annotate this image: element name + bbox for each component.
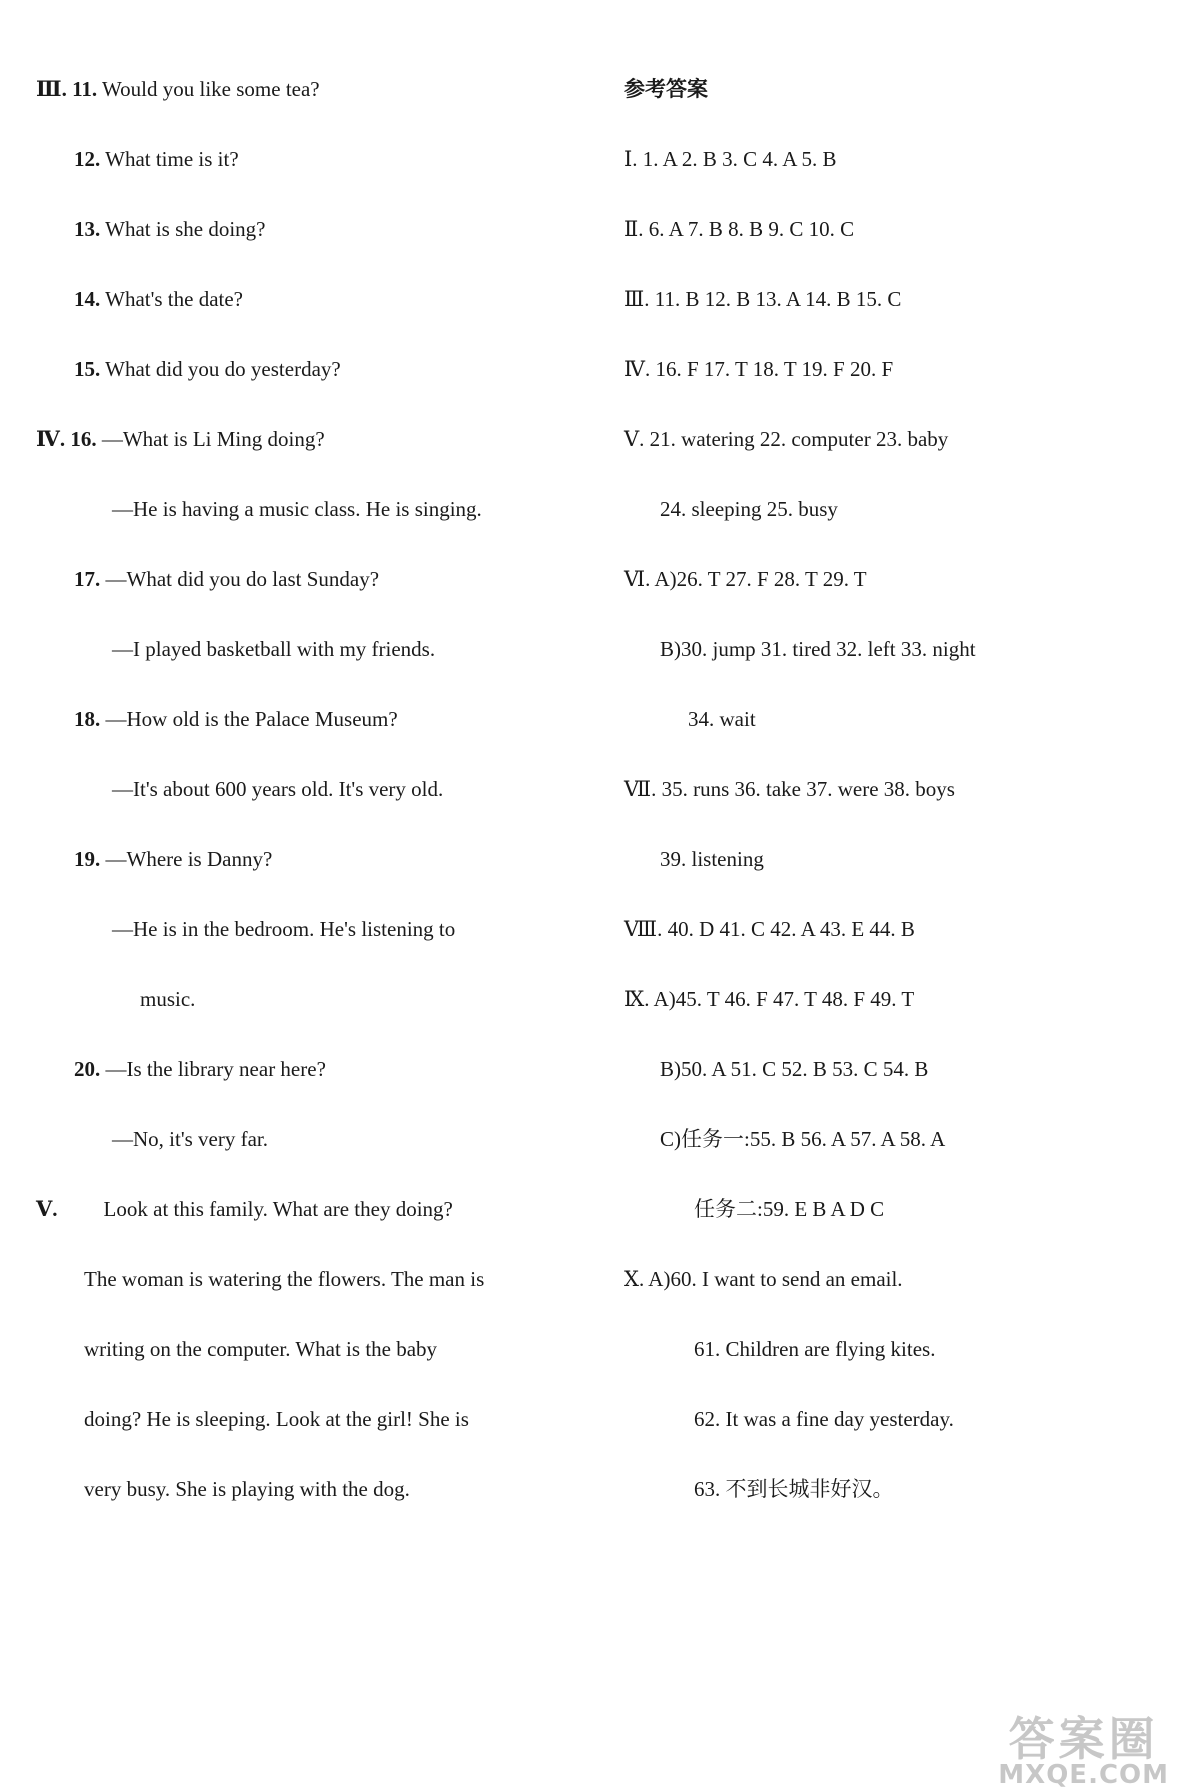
answer-line: 34. wait: [688, 707, 756, 731]
answer-line: Ⅵ. A)26. T 27. F 28. T 29. T: [624, 567, 867, 591]
answer-line: 63. 不到长城非好汉。: [694, 1477, 894, 1501]
listening-text-line: —No, it's very far.: [112, 1127, 269, 1151]
listening-text-line: 20. —Is the library near here?: [74, 1057, 326, 1081]
listening-text-line: The woman is watering the flowers. The man is: [84, 1267, 485, 1291]
listening-text-line: 12. What time is it?: [74, 147, 239, 171]
listening-text-line: —He is in the bedroom. He's listening to: [112, 917, 456, 941]
listening-text-line: Ⅴ. Look at this family. What are they doing?: [36, 1197, 453, 1221]
watermark-logo: 答案圈 MXQE.COM: [998, 1712, 1169, 1790]
answer-line: Ⅸ. A)45. T 46. F 47. T 48. F 49. T: [624, 987, 915, 1011]
answer-line: 61. Children are flying kites.: [694, 1337, 936, 1361]
listening-text-line: 17. —What did you do last Sunday?: [74, 567, 380, 591]
answer-line: Ⅶ. 35. runs 36. take 37. were 38. boys: [624, 777, 955, 801]
listening-text-line: Ⅲ. 11. Would you like some tea?: [36, 77, 320, 101]
listening-text-line: music.: [140, 987, 196, 1011]
listening-text-line: very busy. She is playing with the dog.: [84, 1477, 410, 1501]
answer-line: Ⅳ. 16. F 17. T 18. T 19. F 20. F: [624, 357, 894, 381]
listening-text-line: —It's about 600 years old. It's very old.: [112, 777, 444, 801]
answer-line: Ⅲ. 11. B 12. B 13. A 14. B 15. C: [624, 287, 902, 311]
answer-line: B)50. A 51. C 52. B 53. C 54. B: [660, 1057, 929, 1081]
answer-line: Ⅹ. A)60. I want to send an email.: [624, 1267, 903, 1291]
listening-text-line: 13. What is she doing?: [74, 217, 266, 241]
listening-text-line: writing on the computer. What is the baby: [84, 1337, 438, 1361]
answer-line: Ⅷ. 40. D 41. C 42. A 43. E 44. B: [624, 917, 915, 941]
answer-line: 39. listening: [660, 847, 764, 871]
answer-line: 任务二:59. E B A D C: [694, 1197, 885, 1221]
listening-text-line: —I played basketball with my friends.: [112, 637, 436, 661]
answer-line: Ⅰ. 1. A 2. B 3. C 4. A 5. B: [624, 147, 837, 171]
answer-line: 24. sleeping 25. busy: [660, 497, 838, 521]
answer-key-title: 参考答案: [624, 77, 708, 101]
listening-text-line: 14. What's the date?: [74, 287, 244, 311]
listening-text-line: 15. What did you do yesterday?: [74, 357, 341, 381]
answer-line: Ⅴ. 21. watering 22. computer 23. baby: [624, 427, 949, 451]
answer-line: B)30. jump 31. tired 32. left 33. night: [660, 637, 976, 661]
listening-text-line: 18. —How old is the Palace Museum?: [74, 707, 398, 731]
listening-text-line: doing? He is sleeping. Look at the girl! She is: [84, 1407, 469, 1431]
answer-line: 62. It was a fine day yesterday.: [694, 1407, 954, 1431]
listening-text-line: —He is having a music class. He is singing.: [112, 497, 482, 521]
answer-line: Ⅱ. 6. A 7. B 8. B 9. C 10. C: [624, 217, 855, 241]
listening-text-line: 19. —Where is Danny?: [74, 847, 273, 871]
answer-line: C)任务一:55. B 56. A 57. A 58. A: [660, 1127, 946, 1151]
listening-text-line: Ⅳ. 16. —What is Li Ming doing?: [36, 427, 325, 451]
